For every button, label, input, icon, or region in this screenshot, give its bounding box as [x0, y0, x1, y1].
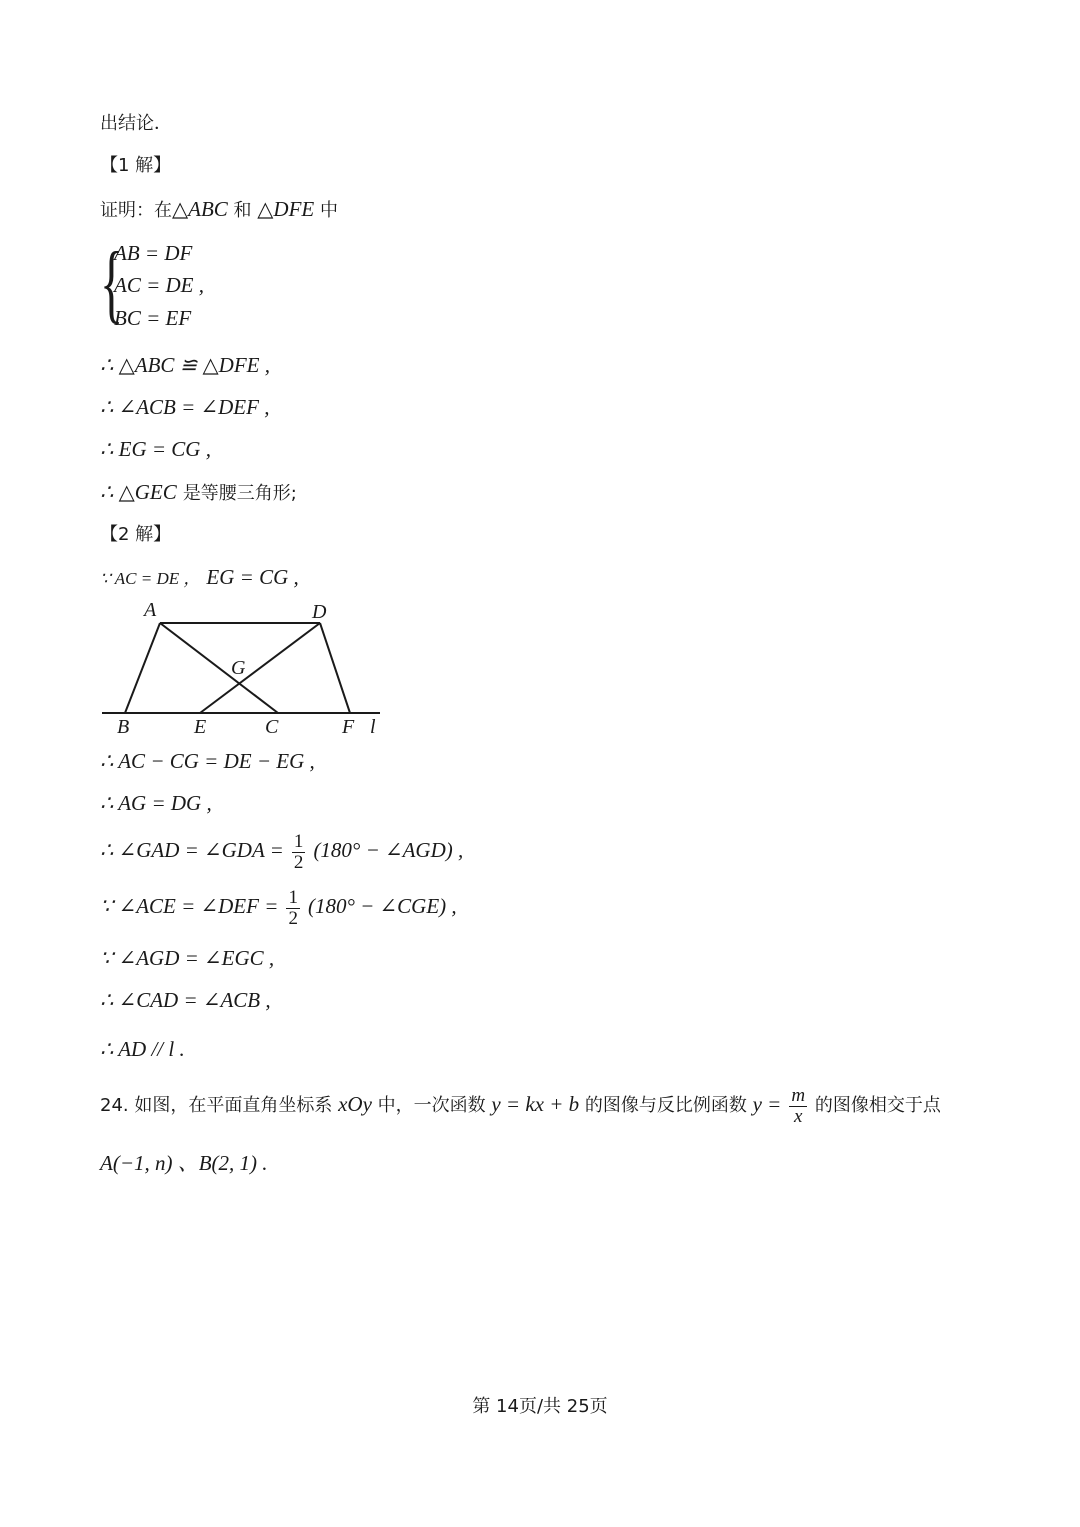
geometry-figure — [100, 600, 390, 740]
label-A: A — [144, 600, 157, 621]
text-fragment: 是等腰三角形; — [182, 483, 297, 504]
question-24 — [100, 1081, 941, 1129]
fraction-numerator: 1 — [293, 830, 304, 852]
system-eq-1: AB = DF — [114, 241, 193, 265]
label-E: E — [194, 716, 207, 738]
label-G: G — [231, 657, 246, 679]
fraction-denominator: 2 — [288, 907, 298, 929]
system-eq-2: AC = DE , — [114, 273, 204, 297]
math-line: ∴ EG = CG , — [100, 437, 211, 461]
section-heading-1: 【1 解】 — [100, 155, 172, 176]
proof-intro — [100, 196, 338, 224]
fraction — [292, 832, 306, 873]
math-fragment: △DFE — [257, 197, 315, 221]
math-line: ∴ AC − CG = DE − EG , — [100, 749, 315, 773]
math-line: ∴ ∠ACB = ∠DEF , — [100, 395, 270, 419]
math-fragment: △ABC — [172, 197, 228, 221]
segment-DF — [320, 623, 350, 713]
math-fragment: ∵ AC = DE ， — [100, 569, 201, 588]
fraction-denominator: 2 — [293, 851, 304, 873]
math-fragment: EG = CG , — [206, 565, 299, 589]
label-D: D — [312, 601, 327, 623]
text-fragment: 的图像与反比例函数 — [579, 1095, 753, 1116]
segment-AB — [125, 623, 160, 713]
fraction — [286, 888, 300, 929]
math-line: ∴ AG = DG , — [100, 791, 212, 815]
fraction-numerator: 1 — [288, 886, 298, 908]
label-F: F — [342, 716, 355, 738]
math-line-fraction — [100, 883, 457, 930]
text-line: 出结论． — [100, 113, 172, 134]
math-fragment: ∴ ∠GAD = ∠GDA = — [100, 838, 284, 862]
math-fragment: ∵ ∠ACE = ∠DEF = — [100, 894, 279, 918]
section-heading-2: 【2 解】 — [100, 524, 172, 545]
math-fragment: (180° − ∠AGD) , — [313, 838, 464, 862]
text-fragment: 证明：在 — [100, 200, 172, 221]
math-line: ∴ △ABC ≌ △DFE , — [100, 353, 270, 377]
text-fragment: 中 — [314, 200, 338, 221]
math-fragment: (180° − ∠CGE) , — [307, 894, 457, 918]
system-eq-3: BC = EF — [114, 306, 192, 330]
math-line — [100, 564, 299, 592]
math-line: ∵ ∠AGD = ∠EGC , — [100, 946, 275, 970]
page-footer: 第 14页/共 25页 — [472, 1396, 608, 1417]
text-fragment: 和 — [227, 200, 258, 221]
text-fragment: 中，一次函数 — [371, 1095, 492, 1116]
text-fragment: 24. 如图，在平面直角坐标系 — [100, 1095, 339, 1116]
math-fragment: xOy — [338, 1092, 372, 1116]
fraction-denominator: x — [794, 1105, 803, 1127]
math-line: A(−1, n) 、B(2, 1) . — [100, 1151, 268, 1175]
math-fragment: y = — [752, 1092, 782, 1116]
label-B: B — [117, 716, 130, 738]
text-fragment: 的图像相交于点 — [809, 1095, 941, 1116]
math-fragment: ∴ △GEC — [100, 480, 177, 504]
math-line — [100, 479, 297, 507]
label-C: C — [265, 716, 279, 738]
math-line: ∴ ∠CAD = ∠ACB , — [100, 988, 271, 1012]
label-l: l — [370, 716, 376, 738]
math-fragment: y = kx + b — [491, 1092, 580, 1116]
math-line-fraction — [100, 827, 463, 874]
system-brace: { — [100, 235, 124, 332]
fraction — [789, 1086, 807, 1127]
fraction-numerator: m — [791, 1084, 806, 1106]
math-line: ∴ AD // l . — [100, 1037, 185, 1061]
